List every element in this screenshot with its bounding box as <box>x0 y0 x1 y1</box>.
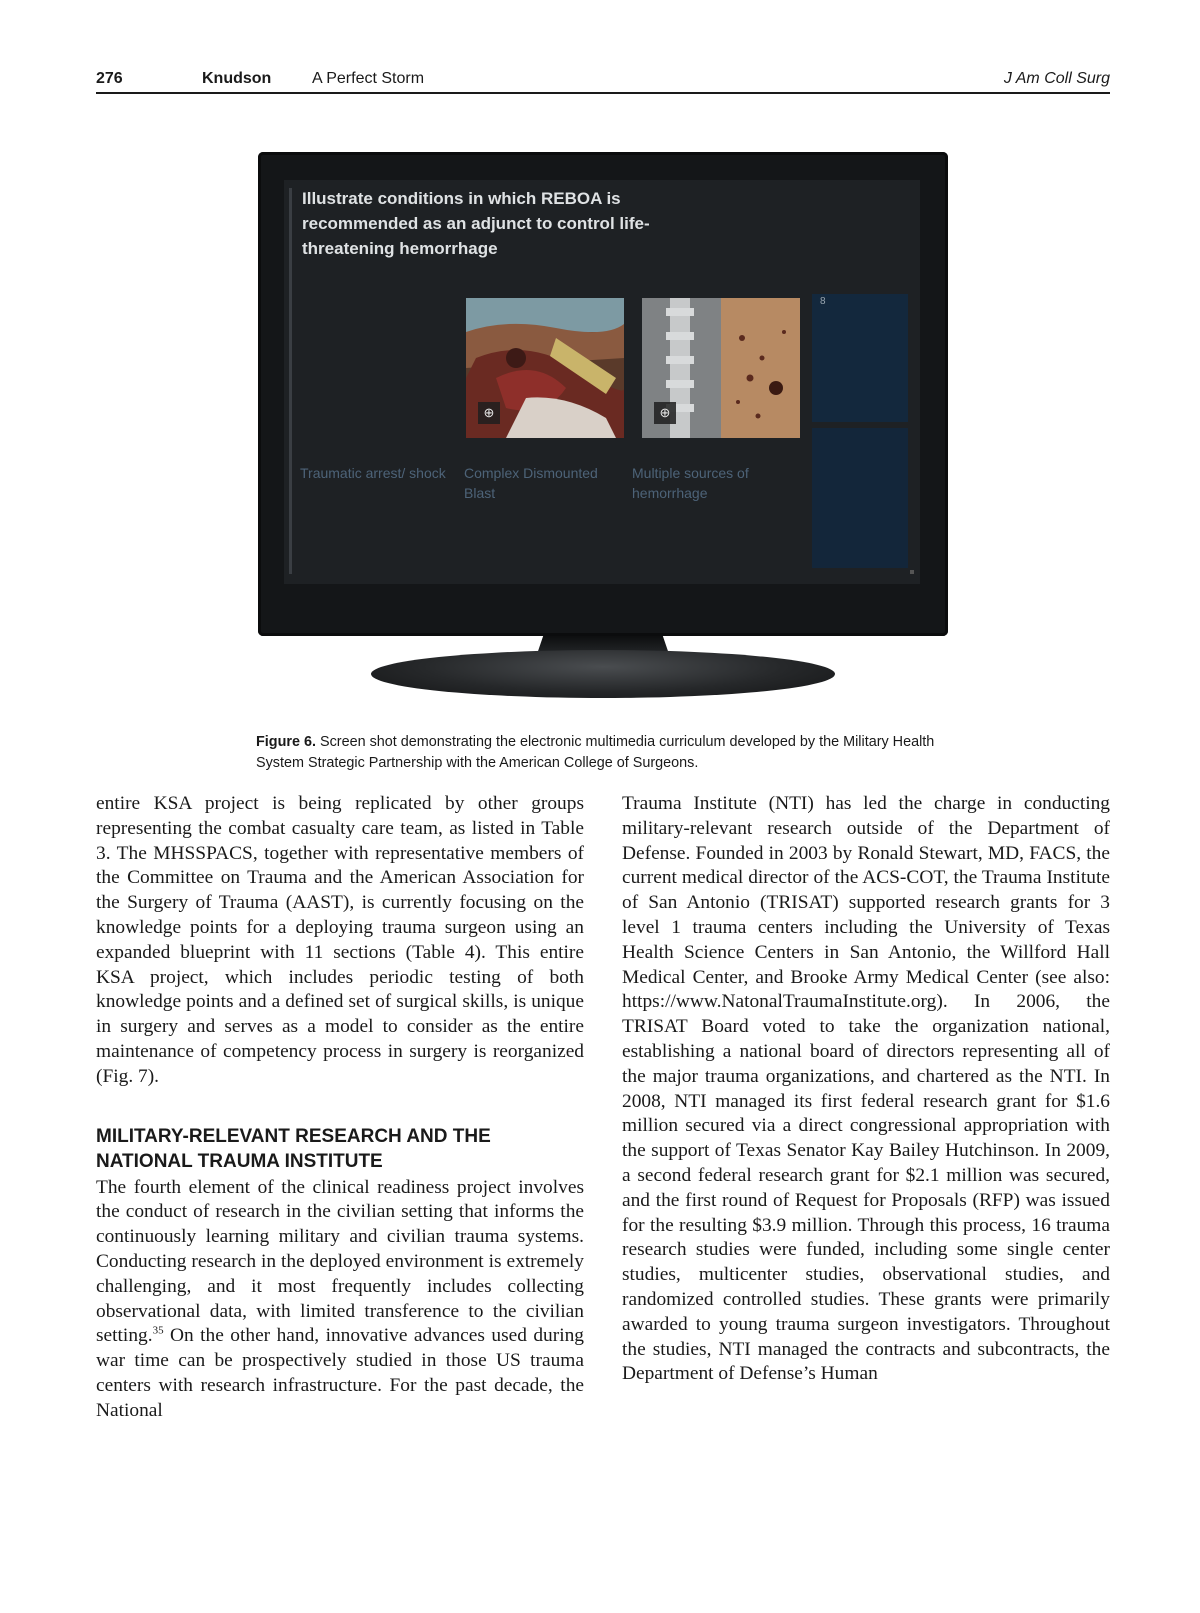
paragraph: Trauma Institute (NTI) has led the charge in conducting military-relevant research outside of the Department of Defense. Founded in 2003 by Ronald Stewart, MD, FACS, the current medical director of the ACS-COT, the Trauma Institute of San Antonio (TRISAT) supported research grants for 3 level 1 trauma centers including the University of Texas Health Science Centers in San Antonio, the Willford Hall Medical Center, and Brooke Army Medical Center (see also: https://www.NatonalTraumaInstitute.org). In 2006, the TRISAT Board voted to take the organization national, establishing a national board of directors representing all of the major trauma organizations, and chartered as the NTI. In 2008, NTI managed its first federal research grant for $1.6 million secured via a direct congressional appropriation with the support of Texas Senator Kay Bailey Hutchinson. In 2009, a second federal research grant for $2.1 million was secured, and the first round of Request for Proposals (RFP) was issued for the resulting $3.9 million. Through this process, 16 trauma research studies were funded, including some single center studies, multicenter studies, observational studies, and randomized controlled studies. These grants were primarily awarded to young trauma surgeon investigators. Throughout the studies, NTI managed the contracts and subcontracts, the Department of Defense’s Human <box>622 793 1110 1385</box>
side-panel-top <box>812 294 908 422</box>
label-traumatic-arrest: Traumatic arrest/ shock <box>300 465 446 481</box>
running-author: Knudson <box>202 70 272 87</box>
label-dismounted-blast: Complex Dismounted Blast <box>464 465 598 501</box>
page-number: 276 <box>96 70 123 87</box>
resize-handle <box>910 570 914 574</box>
paragraph-text: On the other hand, innovative advances used during war time can be prospectively studied in those US trauma centers with research infrastructure. For the past decade, the National <box>96 1325 584 1421</box>
running-title: A Perfect Storm <box>312 70 425 87</box>
side-panel-bottom <box>812 428 908 568</box>
figure-label: Figure 6. <box>256 734 316 750</box>
thumbnail-multiple-sources[interactable] <box>642 298 800 438</box>
side-panel-number: 8 <box>820 296 826 307</box>
monitor-figure <box>258 152 948 636</box>
reference-35[interactable]: 35 <box>152 1324 164 1337</box>
journal-name: J Am Coll Surg <box>1003 70 1110 87</box>
slide-title: Illustrate conditions in which REBOA is recommended as an adjunct to control life-threatening hemorrhage <box>302 189 650 258</box>
paragraph <box>96 1176 584 1424</box>
paragraph: entire KSA project is being replicated by other groups representing the combat casualty care team, as listed in Table 3. The MHSSPACS, together with representative members of the Committee on Trauma and the American Association for the Surgery of Trauma (AAST), is currently focusing on the knowledge points for a deploying trauma surgeon using an expanded blueprint with 11 sections (Table 4). This entire KSA project, which includes periodic testing of both knowledge points and a defined set of surgical skills, is unique in surgery and serves as a model to consider as the entire maintenance of competency process in surgery is reorganized (Fig. 7). <box>96 793 584 1087</box>
monitor-base <box>371 650 835 698</box>
paragraph-text: The fourth element of the clinical readiness project involves the conduct of research in the civilian setting that informs the continuously learning military and civilian trauma systems. Conducting research in the deployed environment is extremely challenging, and it most frequently includes collecting observational data, with limited transference to the civilian setting. <box>96 1176 584 1347</box>
label-multiple-sources: Multiple sources of hemorrhage <box>632 465 749 501</box>
monitor-screen <box>284 180 920 584</box>
left-column <box>96 792 584 1424</box>
figure-caption <box>256 732 956 774</box>
zoom-in-icon[interactable]: ⊕ <box>478 402 500 424</box>
section-heading: MILITARY-RELEVANT RESEARCH AND THE NATIONAL TRAUMA INSTITUTE <box>96 1125 491 1172</box>
running-header <box>96 68 1110 94</box>
thumbnail-blast-wound[interactable] <box>466 298 624 438</box>
figure-caption-text: Screen shot demonstrating the electronic multimedia curriculum developed by the Military Health System Strategic Partnership with the American College of Surgeons. <box>256 734 935 771</box>
zoom-in-icon[interactable]: ⊕ <box>654 402 676 424</box>
slide-accent-bar <box>289 188 292 574</box>
right-column <box>622 792 1110 1387</box>
